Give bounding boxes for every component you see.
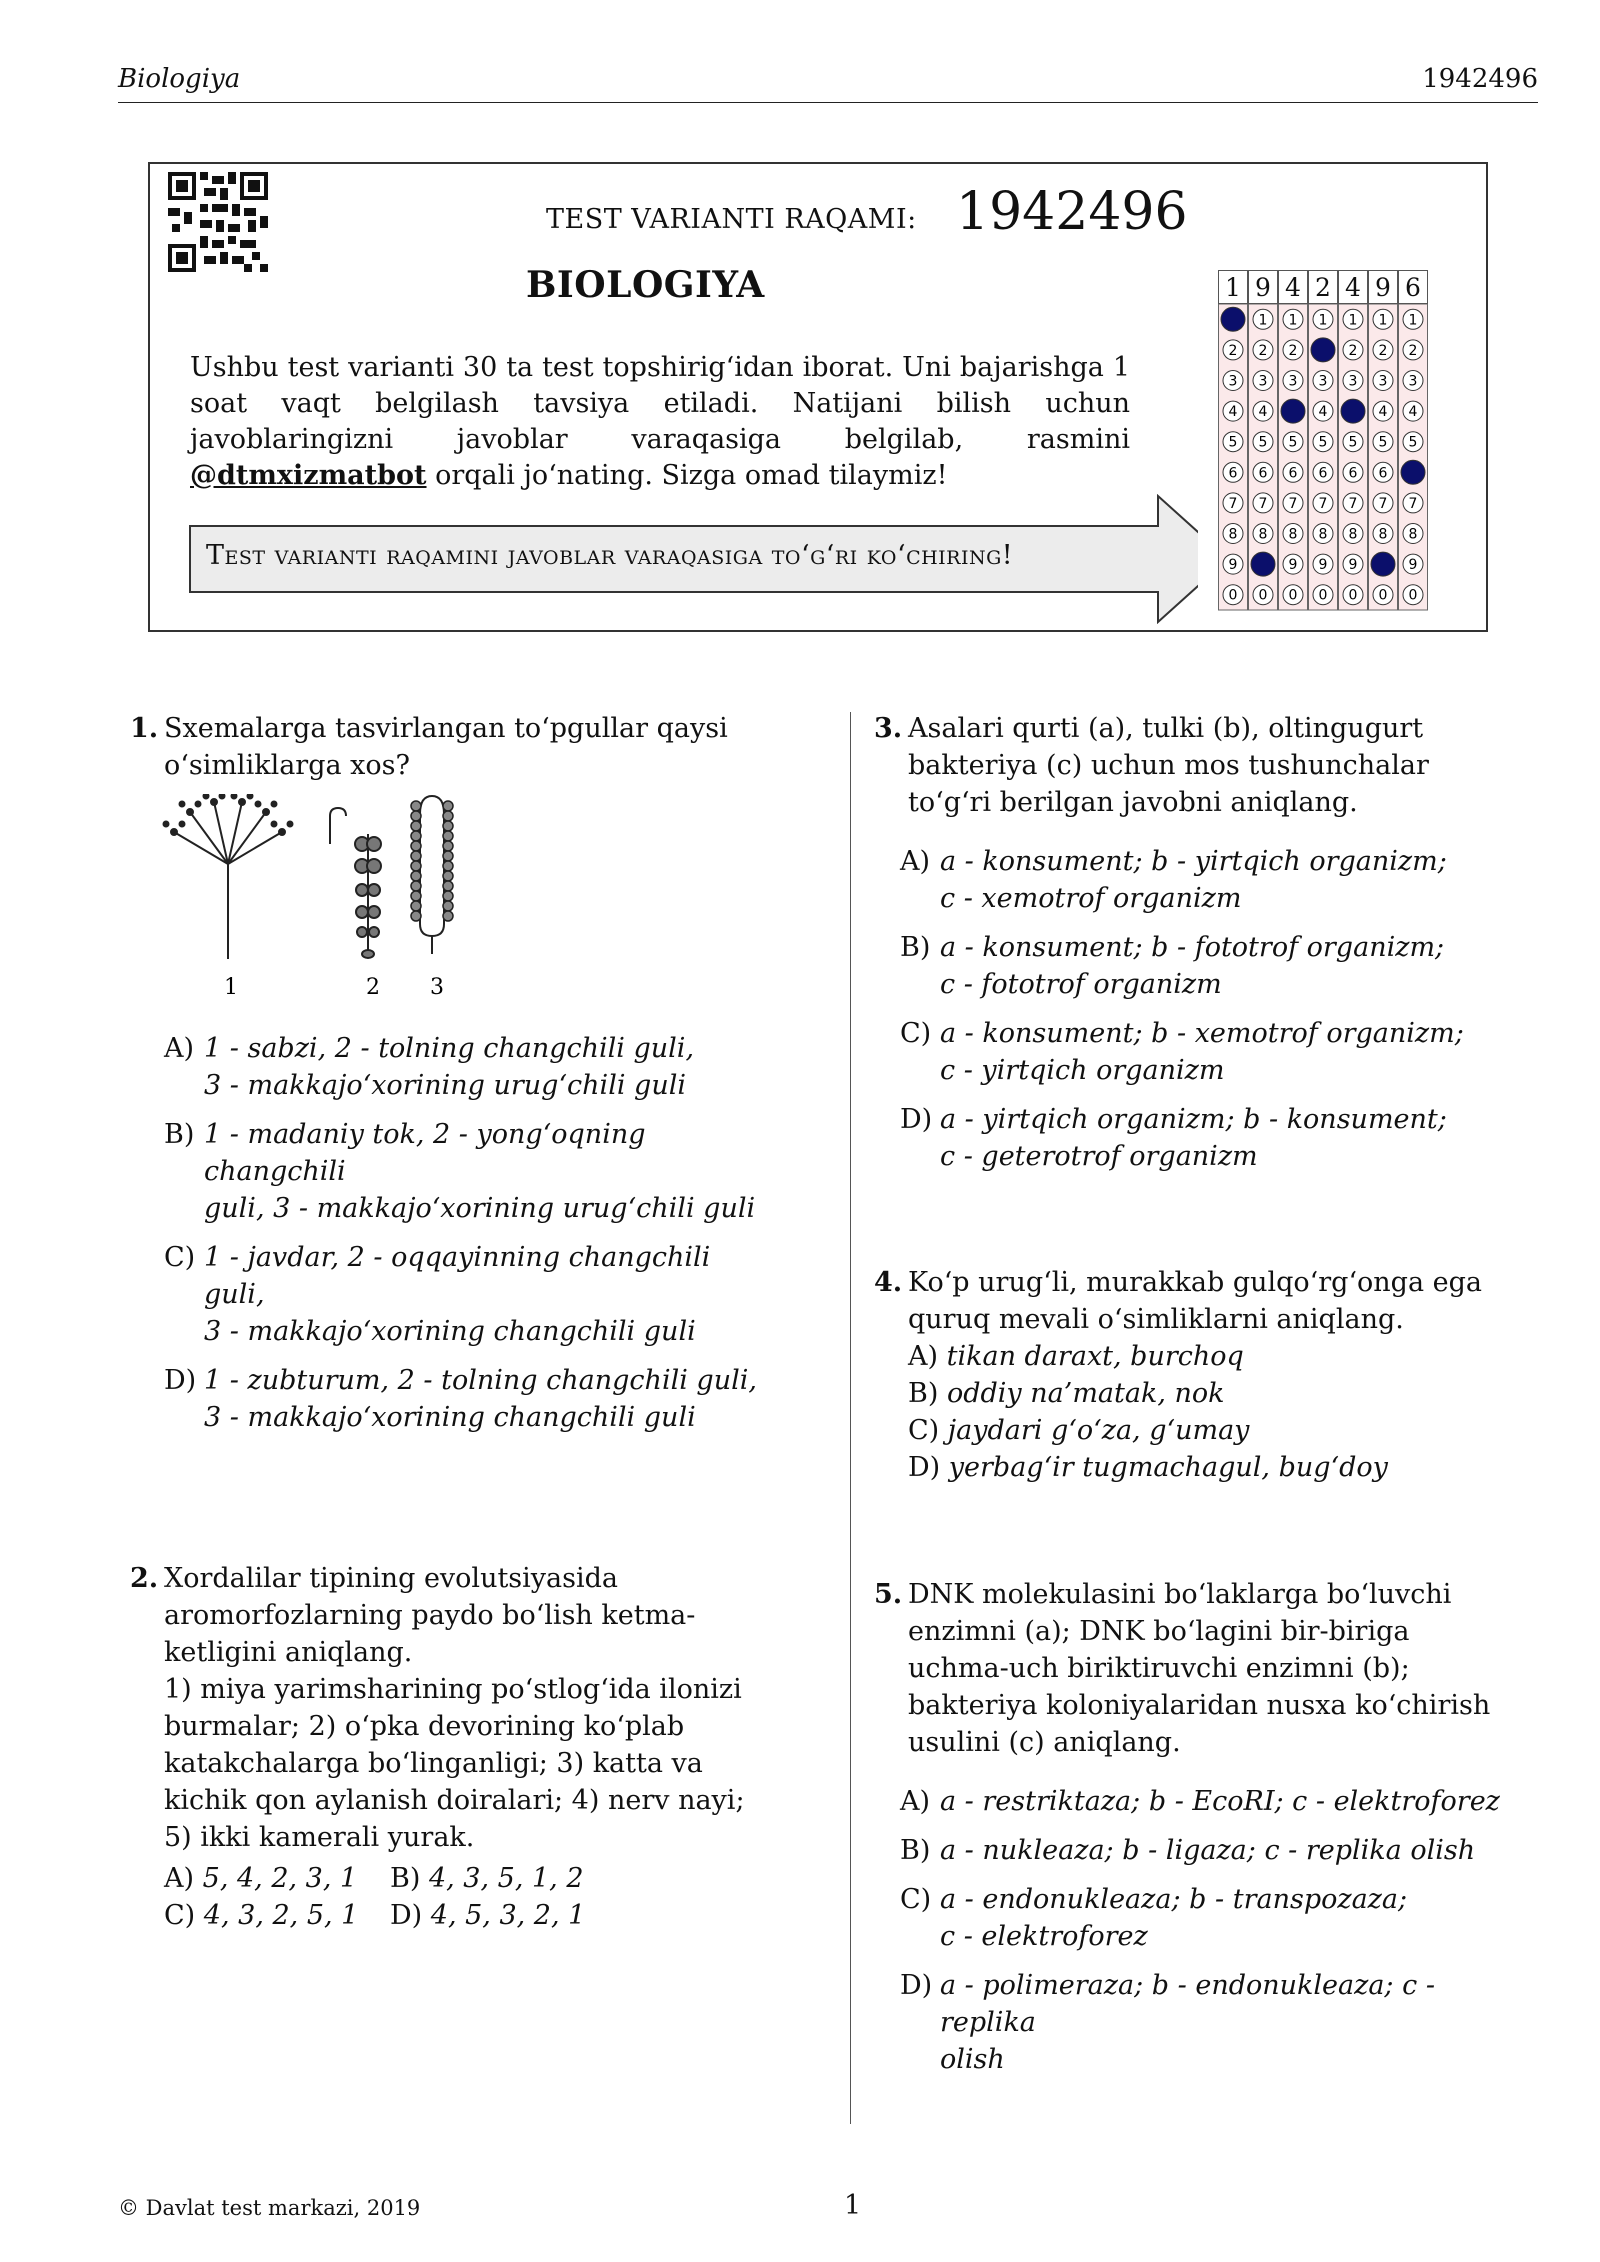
intro-part-1: Ushbu test varianti 30 ta test topshirig‘idan iborat. Uni bajarishga 1 soat vaqt belgilash tavsiya etiladi. Natijani bilish uchun javoblaringizni javoblar varaqasiga belgilab, rasmini: [190, 352, 1130, 455]
question-text-list: 1) miya yarimsharining po‘stlog‘ida ilonizi burmalar; 2) o‘pka devorining ko‘plab katakchalarga bo‘linganligi; 3) katta va kichik qon aylanish doiralari; 4) nerv nayi; 5) ikki kamerali yurak.: [164, 1674, 745, 1853]
omr-bubble-filled[interactable]: [1371, 552, 1395, 576]
question-1: [130, 710, 774, 1436]
figure-label-2: 2: [366, 975, 380, 1000]
option-d[interactable]: D) yerbag‘ir tugmachagul, bug‘doy: [908, 1452, 1388, 1483]
omr-bubble-label: 1: [1408, 312, 1418, 329]
omr-bubbles: [1218, 304, 1430, 624]
options-list: [908, 1338, 1508, 1486]
options-grid: [164, 1860, 764, 1934]
omr-digit-cell: 6: [1398, 270, 1428, 304]
omr-grid: [1218, 270, 1438, 620]
omr-digit-cell: 1: [1218, 270, 1248, 304]
omr-bubble-label: 7: [1288, 495, 1298, 512]
variant-label: TEST VARIANTI RAQAMI:: [546, 204, 917, 235]
omr-bubble-label: 5: [1318, 434, 1328, 451]
omr-bubble-label: 2: [1378, 342, 1388, 359]
omr-bubble-label: 4: [1378, 404, 1388, 421]
omr-bubble-label: 2: [1228, 342, 1238, 359]
omr-bubble-label: 9: [1318, 557, 1328, 574]
question-number: 1.: [130, 713, 159, 744]
cob-diagram: [411, 796, 453, 954]
omr-bubble-label: 6: [1228, 465, 1238, 482]
kernel-dot: [443, 861, 453, 871]
omr-bubble-label: 0: [1288, 587, 1298, 604]
omr-bubble-label: 1: [1348, 312, 1358, 329]
kernel-dot: [411, 911, 421, 921]
omr-bubble-label: 4: [1408, 404, 1418, 421]
kernel-dot: [443, 911, 453, 921]
kernel-dot: [411, 871, 421, 881]
omr-bubble-label: 0: [1348, 587, 1358, 604]
option-c[interactable]: C) a - endonukleaza; b - transpozaza; c - elektroforez: [900, 1884, 1408, 1952]
options-list: [900, 843, 1508, 1175]
option-d[interactable]: D) 4, 5, 3, 2, 1: [390, 1900, 586, 1931]
option-b[interactable]: B) a - nukleaza; b - ligaza; c - replika olish: [900, 1835, 1476, 1866]
option-b[interactable]: B) 1 - madaniy tok, 2 - yong‘oqning changchili guli, 3 - makkajo‘xorining urug‘chili guli: [164, 1119, 756, 1224]
omr-bubble-label: 1: [1378, 312, 1388, 329]
question-text: DNK molekulasini bo‘laklarga bo‘luvchi enzimni (a); DNK bo‘lagini bir-biriga uchma-uch biriktiruvchi enzimni (b); bakteriya koloniyalaridan nusxa ko‘chirish usulini (c) aniqlang.: [908, 1579, 1491, 1758]
omr-bubble-label: 2: [1408, 342, 1418, 359]
option-d[interactable]: D) a - polimeraza; b - endonukleaza; c - replika olish: [900, 1970, 1435, 2075]
qr-code-icon: [168, 172, 268, 272]
kernel-dot: [443, 841, 453, 851]
option-b[interactable]: B) a - konsument; b - fototrof organizm; c - fototrof organizm: [900, 932, 1445, 1000]
kernel-dot: [443, 891, 453, 901]
bot-link[interactable]: @dtmxizmatbot: [190, 460, 427, 491]
omr-bubble-label: 9: [1408, 557, 1418, 574]
omr-bubble-filled[interactable]: [1251, 552, 1275, 576]
omr-bubble-label: 3: [1228, 373, 1238, 390]
omr-bubble-filled[interactable]: [1281, 399, 1305, 423]
omr-bubble-label: 1: [1288, 312, 1298, 329]
option-c[interactable]: C) 4, 3, 2, 5, 1: [164, 1900, 359, 1931]
omr-bubble-label: 0: [1228, 587, 1238, 604]
omr-bubble-label: 7: [1378, 495, 1388, 512]
kernel-dot: [443, 811, 453, 821]
option-a[interactable]: A) a - konsument; b - yirtqich organizm; c - xemotrof organizm: [900, 846, 1447, 914]
option-d[interactable]: D) 1 - zubturum, 2 - tolning changchili guli, 3 - makkajo‘xorining changchili guli: [164, 1365, 757, 1433]
arrow-instruction: Test varianti raqamini javoblar varaqasiga to‘g‘ri ko‘chiring!: [206, 540, 1014, 571]
omr-bubble-filled[interactable]: [1221, 307, 1245, 331]
kernel-dot: [411, 841, 421, 851]
omr-digit-cell: 4: [1338, 270, 1368, 304]
catkin-diagram: [330, 808, 381, 958]
omr-bubble-label: 7: [1318, 495, 1328, 512]
kernel-dot: [411, 881, 421, 891]
omr-bubble-filled[interactable]: [1401, 460, 1425, 484]
column-divider: [850, 712, 851, 2124]
omr-bubble-label: 5: [1228, 434, 1238, 451]
question-number: 5.: [874, 1579, 903, 1610]
omr-bubble-label: 3: [1318, 373, 1328, 390]
omr-bubble-label: 3: [1288, 373, 1298, 390]
kernel-dot: [411, 831, 421, 841]
options-list: [900, 1783, 1518, 2078]
option-c[interactable]: C) 1 - javdar, 2 - oqqayinning changchili guli, 3 - makkajo‘xorining changchili guli: [164, 1242, 711, 1347]
omr-bubble-label: 8: [1318, 526, 1328, 543]
omr-bubble-label: 8: [1348, 526, 1358, 543]
omr-bubble-label: 9: [1228, 557, 1238, 574]
option-a[interactable]: A) 1 - sabzi, 2 - tolning changchili guli, 3 - makkajo‘xorining urug‘chili guli: [164, 1033, 695, 1101]
omr-bubble-label: 2: [1348, 342, 1358, 359]
header-subject: Biologiya: [118, 64, 241, 94]
kernel-dot: [411, 861, 421, 871]
omr-bubble-label: 7: [1258, 495, 1268, 512]
question-number: 2.: [130, 1563, 159, 1594]
omr-bubble-filled[interactable]: [1341, 399, 1365, 423]
omr-bubble-label: 9: [1288, 557, 1298, 574]
question-number: 4.: [874, 1267, 903, 1298]
kernel-dot: [411, 891, 421, 901]
omr-bubble-label: 8: [1258, 526, 1268, 543]
figure-label-3: 3: [430, 975, 444, 1000]
omr-bubble-filled[interactable]: [1311, 338, 1335, 362]
omr-bubble-label: 8: [1228, 526, 1238, 543]
omr-bubble-label: 6: [1378, 465, 1388, 482]
omr-bubble-label: 0: [1408, 587, 1418, 604]
omr-bubble-label: 6: [1318, 465, 1328, 482]
option-a[interactable]: A) 5, 4, 2, 3, 1: [164, 1863, 358, 1894]
question-text: Asalari qurti (a), tulki (b), oltingugurt bakteriya (c) uchun mos tushunchalar to‘g‘ri berilgan javobni aniqlang.: [908, 713, 1429, 818]
omr-bubble-label: 6: [1258, 465, 1268, 482]
omr-bubble-label: 6: [1288, 465, 1298, 482]
question-text: Xordalilar tipining evolutsiyasida aromorfozlarning paydo bo‘lish ketma-ketligini aniqlang.: [164, 1563, 696, 1668]
question-number: 3.: [874, 713, 903, 744]
intro-part-2: orqali jo‘nating. Sizga omad tilaymiz!: [426, 460, 948, 491]
umbel-diagram: [164, 794, 293, 959]
option-b[interactable]: B) oddiy na’matak, nok: [908, 1378, 1225, 1409]
kernel-dot: [443, 821, 453, 831]
header-rule: [118, 102, 1538, 103]
question-4: [874, 1264, 1508, 1486]
page-number: 1: [844, 2190, 862, 2221]
inflorescence-figure: [162, 794, 582, 1004]
variant-subject: BIOLOGIYA: [526, 264, 765, 306]
intro-text: [190, 350, 1130, 494]
omr-digit-cell: 9: [1368, 270, 1398, 304]
option-a[interactable]: A) tikan daraxt, burchoq: [908, 1341, 1244, 1372]
header-code: 1942496: [1422, 64, 1538, 94]
option-a[interactable]: A) a - restriktaza; b - EcoRI; c - elektroforez: [900, 1786, 1500, 1817]
omr-bubble-label: 5: [1348, 434, 1358, 451]
kernel-dot: [411, 851, 421, 861]
options-list: [164, 1030, 774, 1436]
omr-digit-cell: 9: [1248, 270, 1278, 304]
omr-bubble-label: 0: [1378, 587, 1388, 604]
omr-bubble-label: 3: [1348, 373, 1358, 390]
question-2: [130, 1560, 764, 1934]
kernel-dot: [411, 901, 421, 911]
omr-bubble-label: 1: [1258, 312, 1268, 329]
omr-bubble-label: 2: [1288, 342, 1298, 359]
omr-digit-cell: 2: [1308, 270, 1338, 304]
omr-bubble-label: 5: [1258, 434, 1268, 451]
kernel-dot: [443, 871, 453, 881]
omr-bubble-label: 3: [1258, 373, 1268, 390]
kernel-dot: [443, 881, 453, 891]
question-text: Ko‘p urug‘li, murakkab gulqo‘rg‘onga ega quruq mevali o‘simliklarni aniqlang.: [908, 1267, 1482, 1335]
kernel-dot: [411, 801, 421, 811]
omr-bubble-label: 7: [1228, 495, 1238, 512]
kernel-dot: [411, 821, 421, 831]
question-5: [874, 1576, 1518, 2078]
omr-bubble-label: 5: [1378, 434, 1388, 451]
kernel-dot: [411, 811, 421, 821]
option-c[interactable]: C) jaydari g‘o‘za, g‘umay: [908, 1415, 1250, 1446]
omr-bubble-label: 8: [1408, 526, 1418, 543]
option-b[interactable]: B) 4, 3, 5, 1, 2: [390, 1863, 584, 1894]
omr-bubble-label: 3: [1378, 373, 1388, 390]
omr-bubble-label: 5: [1408, 434, 1418, 451]
question-3: [874, 710, 1508, 1175]
omr-bubble-label: 7: [1348, 495, 1358, 512]
omr-bubble-label: 4: [1228, 404, 1238, 421]
omr-bubble-label: 0: [1258, 587, 1268, 604]
omr-bubble-label: 2: [1258, 342, 1268, 359]
kernel-dot: [443, 851, 453, 861]
omr-bubble-label: 5: [1288, 434, 1298, 451]
kernel-dot: [443, 831, 453, 841]
omr-bubble-label: 6: [1348, 465, 1358, 482]
option-c[interactable]: C) a - konsument; b - xemotrof organizm; c - yirtqich organizm: [900, 1018, 1464, 1086]
omr-bubble-label: 4: [1258, 404, 1268, 421]
omr-bubble-label: 8: [1288, 526, 1298, 543]
omr-digit-cell: 4: [1278, 270, 1308, 304]
omr-bubble-label: 9: [1348, 557, 1358, 574]
omr-bubble-label: 7: [1408, 495, 1418, 512]
omr-bubble-label: 3: [1408, 373, 1418, 390]
omr-digit-row: [1218, 270, 1428, 304]
question-text: Sxemalarga tasvirlangan to‘pgullar qaysi o‘simliklarga xos?: [164, 713, 728, 781]
figure-label-1: 1: [224, 975, 238, 1000]
omr-bubble-label: 8: [1378, 526, 1388, 543]
kernel-dot: [443, 901, 453, 911]
kernel-dot: [443, 801, 453, 811]
omr-bubble-label: 1: [1318, 312, 1328, 329]
omr-bubble-label: 4: [1318, 404, 1328, 421]
omr-bubble-label: 0: [1318, 587, 1328, 604]
option-d[interactable]: D) a - yirtqich organizm; b - konsument; c - geterotrof organizm: [900, 1104, 1447, 1172]
variant-number: 1942496: [956, 182, 1188, 242]
variant-box: [148, 162, 1488, 632]
footer-copyright: © Davlat test markazi, 2019: [118, 2196, 421, 2220]
